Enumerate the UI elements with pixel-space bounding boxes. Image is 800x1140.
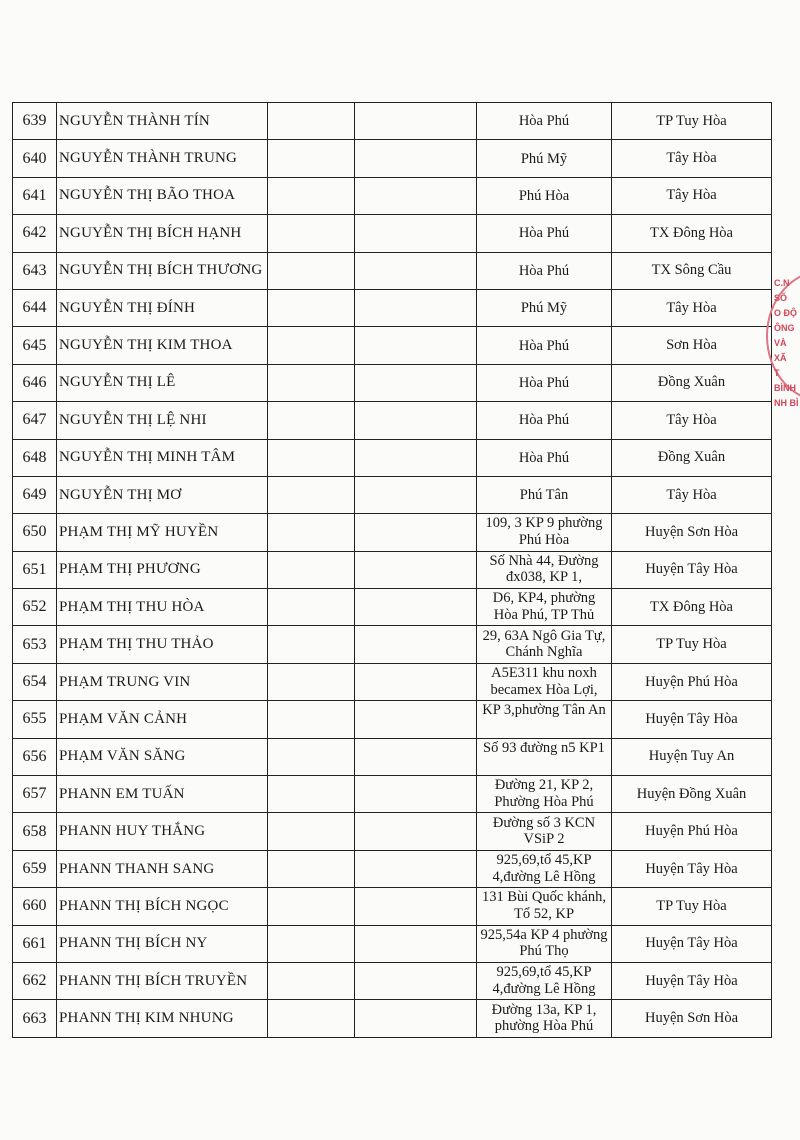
blank-cell — [268, 701, 355, 738]
ward-address — [477, 439, 612, 476]
person-name: PHANN THỊ BÍCH NY — [57, 925, 268, 962]
ward-address — [477, 252, 612, 289]
table-row — [13, 962, 772, 999]
blank-cell — [268, 551, 355, 588]
blank-cell — [268, 177, 355, 214]
table-row — [13, 140, 772, 177]
blank-cell — [355, 738, 477, 775]
table-row — [13, 476, 772, 513]
ward-address-text: Đường 13a, KP 1, phường Hòa Phú — [491, 1001, 597, 1035]
person-name: PHẠM THỊ PHƯƠNG — [57, 551, 268, 588]
ward-address-text: Hòa Phú — [518, 337, 570, 354]
table-row — [13, 776, 772, 813]
ward-address-text: A5E311 khu noxh becamex Hòa Lợi, — [490, 665, 598, 698]
stamp-text — [774, 276, 800, 408]
row-number: 660 — [13, 888, 57, 925]
district: Đồng Xuân — [612, 364, 772, 401]
ward-address — [477, 215, 612, 252]
person-name: NGUYỄN THỊ KIM THOA — [57, 327, 268, 364]
ward-address — [477, 776, 612, 813]
ward-address-text: D6, KP4, phường Hòa Phú, TP Thủ — [492, 590, 596, 623]
row-number: 662 — [13, 962, 57, 999]
person-name: NGUYỄN THỊ BÃO THOA — [57, 177, 268, 214]
ward-address-text: Hòa Phú — [518, 374, 570, 391]
table-row — [13, 663, 772, 700]
district: TP Tuy Hòa — [612, 103, 772, 140]
ward-address — [477, 813, 612, 850]
district: Huyện Sơn Hòa — [612, 1000, 772, 1037]
row-number: 656 — [13, 738, 57, 775]
ward-address-text: Đường số 3 KCN VSiP 2 — [492, 814, 596, 848]
person-name: PHẠM VĂN CẢNH — [57, 701, 268, 738]
ward-address-text: Phú Tân — [519, 487, 569, 504]
district: Tây Hòa — [612, 402, 772, 439]
ward-address-text: Phú Hòa — [518, 187, 570, 204]
stamp-line: O ĐỘ — [774, 308, 798, 318]
row-number: 650 — [13, 514, 57, 551]
district: Tây Hòa — [612, 289, 772, 326]
district: Huyện Tây Hòa — [612, 925, 772, 962]
district: Huyện Phú Hòa — [612, 813, 772, 850]
district: Tây Hòa — [612, 140, 772, 177]
stamp-line: SỐ — [774, 293, 788, 303]
district: TX Đông Hòa — [612, 589, 772, 626]
table-row — [13, 289, 772, 326]
blank-cell — [268, 289, 355, 326]
blank-cell — [355, 103, 477, 140]
district: Đồng Xuân — [612, 439, 772, 476]
blank-cell — [268, 476, 355, 513]
table-row — [13, 589, 772, 626]
row-number: 651 — [13, 551, 57, 588]
blank-cell — [268, 813, 355, 850]
blank-cell — [355, 215, 477, 252]
stamp-line: T BÌNH — [774, 368, 796, 393]
ward-address — [477, 663, 612, 700]
blank-cell — [268, 888, 355, 925]
person-name: PHẠM THỊ THU THẢO — [57, 626, 268, 663]
blank-cell — [355, 589, 477, 626]
person-name: PHANN THỊ BÍCH NGỌC — [57, 888, 268, 925]
blank-cell — [355, 701, 477, 738]
ward-address-text: KP 3,phường Tân An — [482, 702, 606, 719]
blank-cell — [355, 663, 477, 700]
ward-address-text: Hòa Phú — [518, 262, 570, 279]
blank-cell — [355, 140, 477, 177]
person-name: NGUYỄN THỊ LÊ — [57, 364, 268, 401]
ward-address-text: Số 93 đường n5 KP1 — [483, 739, 605, 756]
row-number: 649 — [13, 476, 57, 513]
person-name: NGUYỄN THỊ BÍCH THƯƠNG — [57, 252, 268, 289]
ward-address-text: 925,69,tổ 45,KP 4,đường Lê Hồng — [492, 964, 596, 997]
ward-address — [477, 140, 612, 177]
blank-cell — [268, 402, 355, 439]
row-number: 657 — [13, 776, 57, 813]
district: Sơn Hòa — [612, 327, 772, 364]
blank-cell — [355, 327, 477, 364]
row-number: 661 — [13, 925, 57, 962]
ward-address — [477, 1000, 612, 1037]
table-row — [13, 701, 772, 738]
district: Tây Hòa — [612, 476, 772, 513]
blank-cell — [355, 289, 477, 326]
ward-address — [477, 738, 612, 775]
person-name: PHẠM TRUNG VIN — [57, 663, 268, 700]
blank-cell — [355, 476, 477, 513]
blank-cell — [355, 962, 477, 999]
person-name: PHANN EM TUẤN — [57, 776, 268, 813]
ward-address-text: Phú Mỹ — [520, 300, 568, 317]
ward-address-text: Hòa Phú — [518, 449, 570, 466]
row-number: 647 — [13, 402, 57, 439]
row-number: 639 — [13, 103, 57, 140]
table-row — [13, 813, 772, 850]
official-stamp — [760, 268, 800, 408]
person-name: PHANN THANH SANG — [57, 850, 268, 887]
blank-cell — [268, 364, 355, 401]
blank-cell — [355, 813, 477, 850]
district: TP Tuy Hòa — [612, 888, 772, 925]
table-row — [13, 514, 772, 551]
table-row — [13, 215, 772, 252]
district: Huyện Tuy An — [612, 738, 772, 775]
blank-cell — [355, 177, 477, 214]
blank-cell — [268, 327, 355, 364]
district: Huyện Đồng Xuân — [612, 776, 772, 813]
row-number: 658 — [13, 813, 57, 850]
blank-cell — [355, 626, 477, 663]
district: Tây Hòa — [612, 177, 772, 214]
ward-address — [477, 551, 612, 588]
ward-address — [477, 402, 612, 439]
ward-address — [477, 289, 612, 326]
blank-cell — [355, 514, 477, 551]
blank-cell — [268, 252, 355, 289]
district: TX Đông Hòa — [612, 215, 772, 252]
row-number: 652 — [13, 589, 57, 626]
ward-address-text: Phú Mỹ — [520, 150, 568, 167]
table-row — [13, 626, 772, 663]
blank-cell — [268, 439, 355, 476]
district: TX Sông Cầu — [612, 252, 772, 289]
ward-address-text: 131 Bùi Quốc khánh, Tổ 52, KP — [481, 889, 607, 922]
ward-address — [477, 103, 612, 140]
district: Huyện Sơn Hòa — [612, 514, 772, 551]
person-name: NGUYỄN THỊ ĐÍNH — [57, 289, 268, 326]
blank-cell — [268, 103, 355, 140]
blank-cell — [355, 1000, 477, 1037]
table-row — [13, 439, 772, 476]
blank-cell — [268, 663, 355, 700]
blank-cell — [268, 1000, 355, 1037]
blank-cell — [268, 589, 355, 626]
ward-address-text: Số Nhà 44, Đường đx038, KP 1, — [489, 552, 599, 586]
row-number: 645 — [13, 327, 57, 364]
stamp-line: VÀ XÃ — [774, 338, 787, 363]
ward-address — [477, 888, 612, 925]
table-row — [13, 402, 772, 439]
person-name: PHẠM VĂN SĂNG — [57, 738, 268, 775]
row-number: 642 — [13, 215, 57, 252]
ward-address — [477, 962, 612, 999]
person-name: NGUYỄN THỊ MƠ — [57, 476, 268, 513]
row-number: 653 — [13, 626, 57, 663]
ward-address-text: Hòa Phú — [518, 113, 570, 130]
district: TP Tuy Hòa — [612, 626, 772, 663]
district: Huyện Phú Hòa — [612, 663, 772, 700]
table-row — [13, 252, 772, 289]
blank-cell — [355, 364, 477, 401]
stamp-line: ÔNG — [774, 323, 795, 333]
person-name: PHANN HUY THẮNG — [57, 813, 268, 850]
row-number: 648 — [13, 439, 57, 476]
table-row — [13, 177, 772, 214]
table-row — [13, 888, 772, 925]
blank-cell — [355, 776, 477, 813]
ward-address-text: Đường 21, KP 2, Phường Hòa Phú — [494, 777, 594, 810]
ward-address-text: 29, 63A Ngô Gia Tự, Chánh Nghĩa — [482, 627, 606, 661]
table-row — [13, 103, 772, 140]
row-number: 663 — [13, 1000, 57, 1037]
stamp-line: NH BÌ — [774, 398, 799, 408]
person-name: NGUYỄN THỊ BÍCH HẠNH — [57, 215, 268, 252]
ward-address — [477, 626, 612, 663]
stamp-line: C.N — [774, 278, 790, 288]
row-number: 644 — [13, 289, 57, 326]
table-row — [13, 1000, 772, 1037]
table-row — [13, 738, 772, 775]
records-table-body — [13, 103, 772, 1038]
blank-cell — [355, 888, 477, 925]
ward-address-text: 109, 3 KP 9 phường Phú Hòa — [485, 515, 603, 548]
ward-address-text: 925,54a KP 4 phường Phú Thọ — [480, 926, 608, 960]
person-name: PHANN THỊ BÍCH TRUYỀN — [57, 962, 268, 999]
blank-cell — [268, 626, 355, 663]
table-row — [13, 327, 772, 364]
row-number: 640 — [13, 140, 57, 177]
ward-address — [477, 364, 612, 401]
ward-address — [477, 701, 612, 738]
district: Huyện Tây Hòa — [612, 850, 772, 887]
blank-cell — [355, 252, 477, 289]
row-number: 659 — [13, 850, 57, 887]
blank-cell — [268, 962, 355, 999]
person-name: PHẠM THỊ MỸ HUYỀN — [57, 514, 268, 551]
ward-address — [477, 327, 612, 364]
row-number: 643 — [13, 252, 57, 289]
blank-cell — [268, 776, 355, 813]
ward-address — [477, 850, 612, 887]
row-number: 646 — [13, 364, 57, 401]
person-name: NGUYỄN THỊ LỆ NHI — [57, 402, 268, 439]
row-number: 641 — [13, 177, 57, 214]
ward-address — [477, 514, 612, 551]
blank-cell — [355, 925, 477, 962]
person-name: PHẠM THỊ THU HÒA — [57, 589, 268, 626]
blank-cell — [355, 551, 477, 588]
blank-cell — [268, 514, 355, 551]
district: Huyện Tây Hòa — [612, 551, 772, 588]
person-name: PHANN THỊ KIM NHUNG — [57, 1000, 268, 1037]
ward-address — [477, 177, 612, 214]
ward-address-text: 925,69,tổ 45,KP 4,đường Lê Hồng — [492, 852, 596, 885]
ward-address-text: Hòa Phú — [518, 412, 570, 429]
ward-address — [477, 476, 612, 513]
ward-address-text: Hòa Phú — [518, 225, 570, 242]
blank-cell — [268, 215, 355, 252]
person-name: NGUYỄN THÀNH TRUNG — [57, 140, 268, 177]
ward-address — [477, 925, 612, 962]
table-row — [13, 925, 772, 962]
district: Huyện Tây Hòa — [612, 962, 772, 999]
person-name: NGUYỄN THÀNH TÍN — [57, 103, 268, 140]
person-name: NGUYỄN THỊ MINH TÂM — [57, 439, 268, 476]
table-row — [13, 364, 772, 401]
blank-cell — [268, 738, 355, 775]
blank-cell — [268, 850, 355, 887]
blank-cell — [355, 402, 477, 439]
district: Huyện Tây Hòa — [612, 701, 772, 738]
ward-address — [477, 589, 612, 626]
blank-cell — [268, 140, 355, 177]
row-number: 655 — [13, 701, 57, 738]
table-row — [13, 551, 772, 588]
records-table — [12, 102, 772, 1038]
table-row — [13, 850, 772, 887]
blank-cell — [355, 439, 477, 476]
blank-cell — [268, 925, 355, 962]
row-number: 654 — [13, 663, 57, 700]
blank-cell — [355, 850, 477, 887]
